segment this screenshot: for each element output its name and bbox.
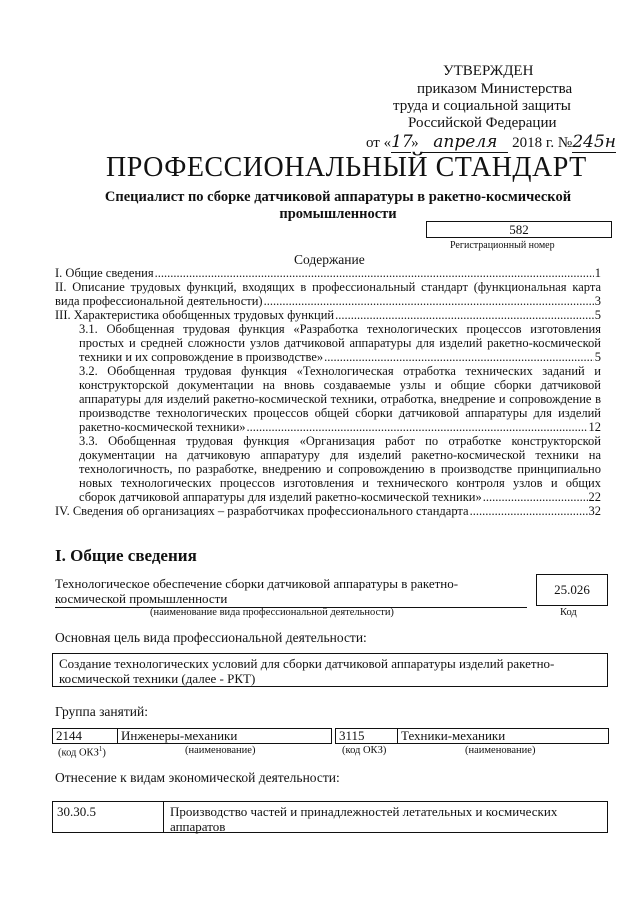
toc-dot-leader bbox=[470, 504, 588, 518]
toc-leader-line bbox=[79, 490, 601, 504]
toc-leader-line bbox=[55, 266, 601, 280]
toc-dot-leader bbox=[335, 308, 594, 322]
toc-item-title: вида профессиональной деятельности) bbox=[55, 294, 263, 308]
group-caption-code-1 bbox=[58, 745, 106, 759]
group-caption-code-2: (код ОКЗ) bbox=[342, 745, 387, 756]
code-caption: Код bbox=[560, 607, 577, 618]
toc-leader-line bbox=[55, 294, 601, 308]
toc-page-number: 1 bbox=[594, 266, 601, 280]
toc-item[interactable] bbox=[55, 280, 601, 308]
toc-leader-line bbox=[55, 308, 601, 322]
activity-code: 25.026 bbox=[536, 574, 608, 606]
toc-item[interactable] bbox=[55, 266, 601, 280]
document-title: ПРОФЕССИОНАЛЬНЫЙ СТАНДАРТ bbox=[106, 152, 587, 183]
econ-name: Производство частей и принадлежностей летательных и космических аппаратов bbox=[164, 801, 608, 833]
toc-item-text: 3.3. Обобщенная трудовая функция «Организация работ по отработке конструкторской документации на датчиковую аппаратуру для изделий ракетно-космической техники на технологичность, по разработке, внедрению и сопровождению в производстве принципиально новых технологических процессов изготовления и технического контроля узлов и общих bbox=[79, 434, 601, 490]
toc-dot-leader bbox=[155, 266, 594, 280]
order-number: 245н bbox=[572, 132, 616, 152]
activity-caption: (наименование вида профессиональной деятельности) bbox=[150, 607, 394, 618]
toc-dot-leader bbox=[247, 420, 588, 434]
group-code-1: 2144 bbox=[52, 728, 118, 744]
toc-item-title: сборок датчиковой аппаратуры для изделий ракетно-космической техники» bbox=[79, 490, 482, 504]
toc-leader-line bbox=[79, 420, 601, 434]
toc-item-title: ракетно-космической техники» bbox=[79, 420, 246, 434]
caption-okz-close: ) bbox=[102, 747, 106, 759]
toc-item[interactable] bbox=[79, 322, 601, 364]
date-month: апреля bbox=[422, 132, 508, 153]
toc-item-title: техники и их сопровождение в производстве» bbox=[79, 350, 324, 364]
goal-label: Основная цель вида профессиональной деятельности: bbox=[55, 630, 367, 645]
approval-line-2: приказом Министерства bbox=[417, 81, 573, 97]
registration-number: 582 bbox=[426, 221, 612, 238]
document-subtitle: Специалист по сборке датчиковой аппаратуры в ракетно-космической промышленности bbox=[104, 189, 572, 222]
footnote-marker: 1 bbox=[98, 745, 103, 753]
group-caption-name-2: (наименование) bbox=[465, 745, 536, 756]
toc-leader-line bbox=[79, 350, 601, 364]
approval-line-1: УТВЕРЖДЕН bbox=[443, 63, 534, 79]
activity-name: Технологическое обеспечение сборки датчиковой аппаратуры в ракетно-космической промышленности bbox=[55, 576, 527, 608]
goal-text: Создание технологических условий для сборки датчиковой аппаратуры изделий ракетно-космической техники (далее - РКТ) bbox=[52, 653, 608, 687]
toc-page-number: 12 bbox=[588, 420, 601, 434]
toc-item[interactable] bbox=[79, 434, 601, 504]
toc-item-title: III. Характеристика обобщенных трудовых функций bbox=[55, 308, 335, 322]
table-of-contents bbox=[55, 266, 601, 518]
caption-okz: (код ОКЗ bbox=[58, 747, 99, 759]
date-day: 17 bbox=[391, 132, 413, 152]
toc-heading: Содержание bbox=[294, 252, 365, 267]
toc-page-number: 3 bbox=[594, 294, 601, 308]
approval-line-3: труда и социальной защиты bbox=[393, 98, 571, 114]
toc-dot-leader bbox=[264, 294, 594, 308]
toc-item[interactable] bbox=[55, 308, 601, 322]
group-code-2: 3115 bbox=[335, 728, 398, 744]
registration-caption: Регистрационный номер bbox=[450, 240, 555, 251]
toc-page-number: 5 bbox=[594, 308, 601, 322]
date-mid: » bbox=[411, 135, 423, 151]
toc-dot-leader bbox=[324, 350, 594, 364]
group-name-2: Техники-механики bbox=[397, 728, 609, 744]
group-name-1: Инженеры-механики bbox=[117, 728, 332, 744]
toc-dot-leader bbox=[483, 490, 588, 504]
group-caption-name-1: (наименование) bbox=[185, 745, 256, 756]
group-label: Группа занятий: bbox=[55, 704, 148, 719]
toc-page-number: 5 bbox=[594, 350, 601, 364]
toc-item-title: I. Общие сведения bbox=[55, 266, 154, 280]
toc-leader-line bbox=[55, 504, 601, 518]
approval-date bbox=[366, 132, 616, 153]
toc-page-number: 32 bbox=[588, 504, 601, 518]
toc-item-text: II. Описание трудовых функций, входящих в профессиональный стандарт (функциональная карта bbox=[55, 280, 601, 294]
econ-label: Отнесение к видам экономической деятельности: bbox=[55, 770, 340, 785]
toc-item[interactable] bbox=[55, 504, 601, 518]
toc-item-title: IV. Сведения об организациях – разработчиках профессионального стандарта bbox=[55, 504, 469, 518]
toc-item-text: 3.1. Обобщенная трудовая функция «Разработка технологических процессов изготовления простых и средней сложности узлов датчиковой аппаратуры для изделий ракетно-космической bbox=[79, 322, 601, 350]
section-heading: I. Общие сведения bbox=[55, 546, 197, 565]
toc-item-text: 3.2. Обобщенная трудовая функция «Технологическая отработка технических заданий и конструкторской документации на вновь создаваемые узлы и общие сборки датчиковой аппаратуры для изделий ракетно-космической техники, отработка, внедрение и сопровождение в производстве технологических процессов общей сборки датчиковой аппаратуры для изделий bbox=[79, 364, 601, 420]
econ-code: 30.30.5 bbox=[52, 801, 164, 833]
approval-line-4: Российской Федерации bbox=[408, 115, 557, 131]
date-year: 2018 г. № bbox=[512, 135, 573, 151]
toc-page-number: 22 bbox=[588, 490, 601, 504]
toc-item[interactable] bbox=[79, 364, 601, 434]
date-prefix: от « bbox=[366, 135, 392, 151]
